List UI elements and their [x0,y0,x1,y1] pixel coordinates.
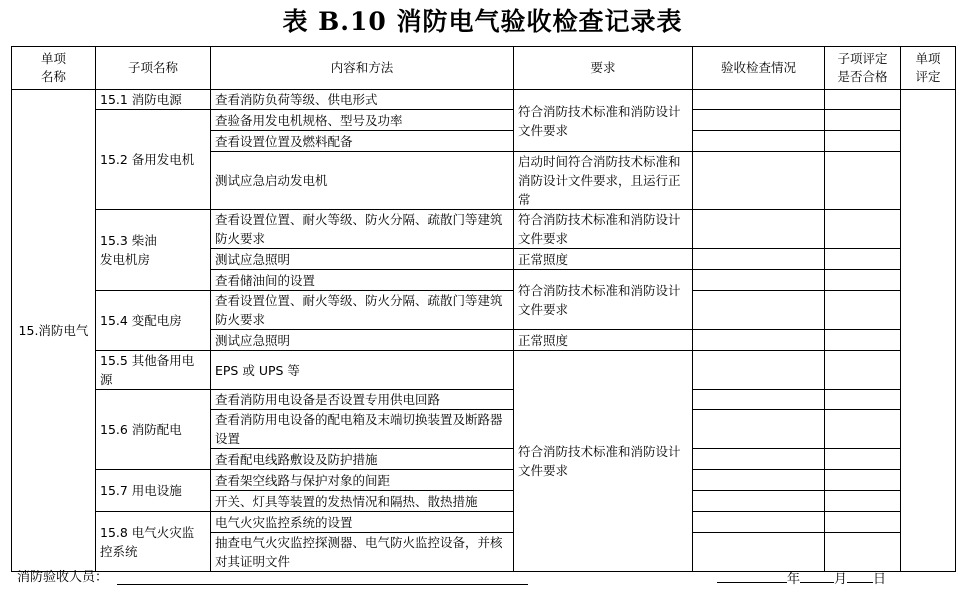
inspection-input-cell[interactable] [693,449,825,470]
day-label: 日 [873,572,887,587]
requirement-cell: 符合消防技术标准和消防设计文件要求 [514,90,693,152]
content-cell: 电气火灾监控系统的设置 [211,512,514,533]
inspector-signature-line[interactable] [117,584,528,585]
signature-footer [17,568,952,588]
inspector-label: 消防验收人员： [17,570,109,585]
subitem-evaluation-cell[interactable] [825,390,901,410]
header-item-name: 单项 名称 [12,47,96,90]
header-subitem-evaluation: 子项评定 是否合格 [825,47,901,90]
subitem-evaluation-cell[interactable] [825,449,901,470]
inspection-input-cell[interactable] [693,351,825,390]
content-cell: 测试应急启动发电机 [211,152,514,210]
subitem-cell: 15.8 电气火灾监控系统 [96,512,211,572]
subitem-evaluation-cell[interactable] [825,410,901,449]
content-cell: 测试应急照明 [211,330,514,351]
subitem-evaluation-cell[interactable] [825,470,901,491]
subitem-cell: 15.5 其他备用电源 [96,351,211,390]
inspection-input-cell[interactable] [693,270,825,291]
inspection-record-table [11,46,956,572]
content-cell: 查看架空线路与保护对象的间距 [211,470,514,491]
inspection-input-cell[interactable] [693,152,825,210]
year-label: 年 [787,572,801,587]
item-evaluation-cell[interactable] [901,90,956,572]
subitem-evaluation-cell[interactable] [825,249,901,270]
inspection-input-cell[interactable] [693,330,825,351]
subitem-cell: 15.7 用电设施 [96,470,211,512]
header-subitem-name: 子项名称 [96,47,211,90]
subitem-evaluation-cell[interactable] [825,152,901,210]
content-cell: 查看配电线路敷设及防护措施 [211,449,514,470]
month-label: 月 [834,572,848,587]
subitem-evaluation-cell[interactable] [825,533,901,572]
table-row [12,470,956,491]
date-field [717,568,886,590]
content-cell: 查验备用发电机规格、型号及功率 [211,110,514,131]
requirement-cell: 启动时间符合消防技术标准和消防设计文件要求，且运行正常 [514,152,693,210]
requirement-cell: 符合消防技术标准和消防设计文件要求 [514,351,693,572]
item-name-cell: 15.消防电气 [12,90,96,572]
page-title: 表 B.10 消防电气验收检查记录表 [282,7,683,36]
inspection-input-cell[interactable] [693,491,825,512]
inspection-input-cell[interactable] [693,110,825,131]
table-row [12,210,956,249]
subitem-evaluation-cell[interactable] [825,270,901,291]
inspection-input-cell[interactable] [693,533,825,572]
subitem-cell: 15.3 柴油 发电机房 [96,210,211,291]
year-blank[interactable] [717,568,787,583]
month-blank[interactable] [800,568,834,583]
subitem-cell: 15.1 消防电源 [96,90,211,110]
subitem-cell: 15.6 消防配电 [96,390,211,470]
content-cell: 查看设置位置、耐火等级、防火分隔、疏散门等建筑防火要求 [211,210,514,249]
day-blank[interactable] [847,568,873,583]
subitem-evaluation-cell[interactable] [825,131,901,152]
header-requirement: 要求 [514,47,693,90]
content-cell: 开关、灯具等装置的发热情况和隔热、散热措施 [211,491,514,512]
content-cell: 查看设置位置及燃料配备 [211,131,514,152]
requirement-cell: 正常照度 [514,249,693,270]
inspection-input-cell[interactable] [693,410,825,449]
requirement-cell: 符合消防技术标准和消防设计文件要求 [514,270,693,330]
content-cell: 查看设置位置、耐火等级、防火分隔、疏散门等建筑防火要求 [211,291,514,330]
inspection-input-cell[interactable] [693,249,825,270]
subitem-evaluation-cell[interactable] [825,210,901,249]
header-content-method: 内容和方法 [211,47,514,90]
subitem-cell: 15.2 备用发电机 [96,110,211,210]
table-row [12,90,956,110]
table-row [12,351,956,390]
subitem-evaluation-cell[interactable] [825,110,901,131]
inspection-input-cell[interactable] [693,210,825,249]
subitem-evaluation-cell[interactable] [825,90,901,110]
content-cell: EPS 或 UPS 等 [211,351,514,390]
inspection-input-cell[interactable] [693,470,825,491]
subitem-evaluation-cell[interactable] [825,291,901,330]
subitem-evaluation-cell[interactable] [825,512,901,533]
inspection-input-cell[interactable] [693,131,825,152]
header-row [12,47,956,90]
table-row [12,291,956,330]
content-cell: 查看消防用电设备的配电箱及末端切换装置及断路器设置 [211,410,514,449]
subitem-cell: 15.4 变配电房 [96,291,211,351]
requirement-cell: 正常照度 [514,330,693,351]
content-cell: 查看消防用电设备是否设置专用供电回路 [211,390,514,410]
header-item-evaluation: 单项 评定 [901,47,956,90]
table-row [12,390,956,410]
requirement-cell: 符合消防技术标准和消防设计文件要求 [514,210,693,249]
content-cell: 查看储油间的设置 [211,270,514,291]
inspection-input-cell[interactable] [693,291,825,330]
table-row [12,110,956,131]
header-inspection-status: 验收检查情况 [693,47,825,90]
subitem-evaluation-cell[interactable] [825,330,901,351]
content-cell: 测试应急照明 [211,249,514,270]
inspection-input-cell[interactable] [693,512,825,533]
table-row [12,512,956,533]
inspection-input-cell[interactable] [693,390,825,410]
content-cell: 查看消防负荷等级、供电形式 [211,90,514,110]
inspection-input-cell[interactable] [693,90,825,110]
subitem-evaluation-cell[interactable] [825,351,901,390]
content-cell: 抽查电气火灾监控探测器、电气防火监控设备，并核对其证明文件 [211,533,514,572]
subitem-evaluation-cell[interactable] [825,491,901,512]
